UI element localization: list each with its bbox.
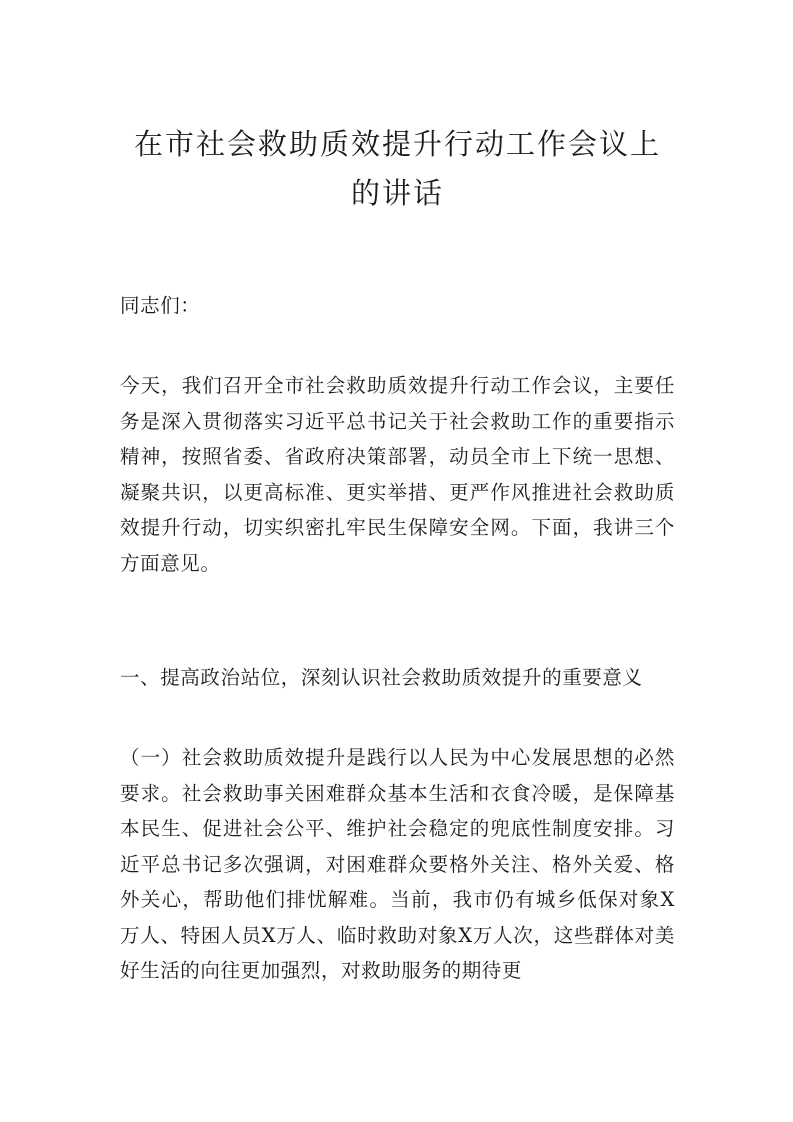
document-title: 在市社会救助质效提升行动工作会议上的讲话 <box>133 127 661 210</box>
subsection-paragraph-1: （一）社会救助质效提升是践行以人民为中心发展思想的必然要求。社会救助事关困难群众基本生活和衣食冷暖，是保障基本民生、促进社会公平、维护社会稳定的兜底性制度安排。习近平总书记多次强调，对困难群众要格外关注、格外关爱、格外关心，帮助他们排忧解难。当前，我市仍有城乡低保对象X万人、特困人员X万人、临时救助对象X万人次，这些群体对美好生活的向往更加强烈，对救助服务的期待更 <box>120 746 675 982</box>
greeting-paragraph: 同志们： <box>120 294 201 317</box>
intro-paragraph: 今天，我们召开全市社会救助质效提升行动工作会议，主要任务是深入贯彻落实习近平总书记关于社会救助工作的重要指示精神，按照省委、省政府决策部署，动员全市上下统一思想、凝聚共识，以更高标准、更实举措、更严作风推进社会救助质效提升行动，切实织密扎牢民生保障安全网。下面，我讲三个方面意见。 <box>120 374 675 575</box>
section-heading-1: 一、提高政治站位，深刻认识社会救助质效提升的重要意义 <box>120 666 643 689</box>
